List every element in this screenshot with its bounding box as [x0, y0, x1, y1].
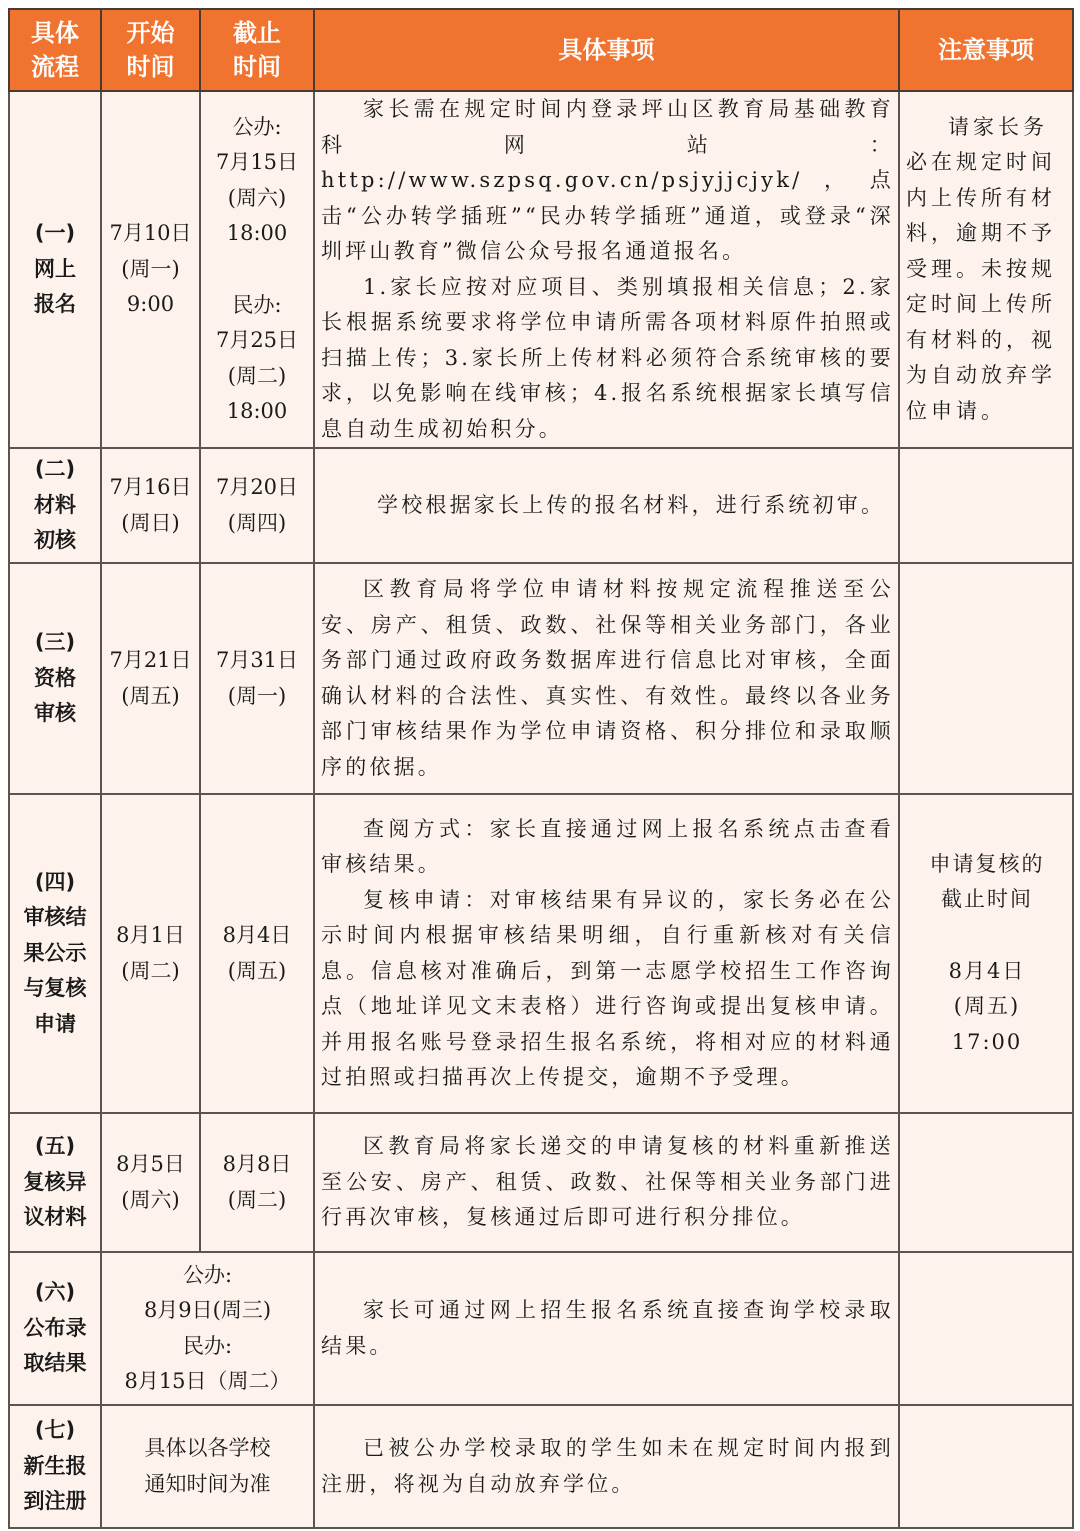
- stage-label: 网上: [34, 256, 76, 281]
- note-cell: [899, 1113, 1073, 1252]
- start-weekday: (周二): [121, 958, 180, 983]
- stage-number: (三): [34, 630, 76, 655]
- detail-paragraph: 学校根据家长上传的报名材料，进行系统初审。: [377, 492, 886, 517]
- note-cell: [899, 1252, 1073, 1405]
- start-time-cell: [101, 91, 200, 448]
- detail-paragraph: 家长可通过网上招生报名系统直接查询学校录取结果。: [321, 1298, 894, 1358]
- stage-label: 申请: [34, 1011, 76, 1036]
- stage-label: 初核: [34, 528, 76, 553]
- detail-paragraph: 家长需在规定时间内登录坪山区教育局基础教育科网站：http://www.szpsq.gov.cn/psjyjjcjyk/，点击“公办转学插班”“民办转学插班”通道，或登录“深圳坪山教育”微信公众号报名通道报名。: [321, 97, 894, 263]
- detail-paragraph: 已被公办学校录取的学生如未在规定时间内报到注册，将视为自动放弃学位。: [321, 1436, 894, 1496]
- table-row: [9, 91, 1073, 448]
- stage-label: 报名: [34, 292, 76, 317]
- stage-cell: [9, 1113, 101, 1252]
- stage-cell: [9, 794, 101, 1113]
- end-time-cell: [200, 563, 314, 794]
- end-time-cell: [200, 794, 314, 1113]
- detail-cell: [314, 1252, 899, 1405]
- stage-number: (一): [34, 221, 76, 246]
- start-time-cell: [101, 448, 200, 563]
- note-deadline-hour: 17:00: [951, 1029, 1023, 1054]
- start-time-cell: [101, 563, 200, 794]
- stage-cell: [9, 448, 101, 563]
- note-text: 请家长务必在规定时间内上传所有材料，逾期不予受理。未按规定时间上传所有材料的，视为自动放弃学位申请。: [906, 114, 1056, 423]
- detail-paragraph: 区教育局将学位申请材料按规定流程推送至公安、房产、租赁、政数、社保等相关业务部门，各业务部门通过政府政务数据库进行信息比对审核，全面确认材料的合法性、真实性、有效性。最终以各业务部门审核结果作为学位申请资格、积分排位和录取顺序的依据。: [321, 577, 894, 779]
- header-note: 注意事项: [899, 9, 1073, 91]
- stage-label: 公布录: [23, 1315, 87, 1340]
- header-detail: 具体事项: [314, 9, 899, 91]
- start-date: 8月5日: [116, 1152, 185, 1176]
- end-date: 8月8日: [222, 1152, 292, 1176]
- detail-paragraph: 区教育局将家长递交的申请复核的材料重新推送至公安、房产、租赁、政数、社保等相关业务部门进行再次审核，复核通过后即可进行积分排位。: [321, 1134, 894, 1230]
- stage-label: 与复核: [23, 976, 87, 1001]
- stage-cell: [9, 1252, 101, 1405]
- table-row: [9, 563, 1073, 794]
- stage-label: 议材料: [23, 1205, 87, 1230]
- note-title: 申请复核的: [929, 851, 1045, 876]
- end-weekday: (周二): [227, 1187, 287, 1212]
- end-private-label: 民办:: [232, 292, 282, 317]
- start-weekday: (周五): [121, 683, 180, 708]
- header-start-line: 时间: [126, 52, 175, 81]
- header-stage: [9, 9, 101, 91]
- stage-cell: [9, 563, 101, 794]
- end-time-cell: [200, 1113, 314, 1252]
- stage-label: 资格: [34, 665, 76, 690]
- public-date: 8月9日(周三): [143, 1298, 272, 1322]
- stage-label: 审核结: [23, 905, 87, 930]
- merged-time-cell: [101, 1405, 314, 1528]
- stage-cell: [9, 1405, 101, 1528]
- start-time-cell: [101, 794, 200, 1113]
- detail-cell: [314, 794, 899, 1113]
- table-row: [9, 1405, 1073, 1528]
- start-weekday: (周一): [121, 256, 180, 281]
- header-stage-line: 流程: [31, 52, 79, 81]
- public-label: 公办:: [182, 1262, 233, 1287]
- detail-cell: [314, 448, 899, 563]
- enrollment-schedule-table: [8, 8, 1074, 1529]
- header-start-line: 开始: [126, 18, 175, 47]
- start-time-cell: [101, 1113, 200, 1252]
- end-public-date: 7月15日: [215, 150, 299, 174]
- merged-time-cell: [101, 1252, 314, 1405]
- end-private-hour: 18:00: [226, 399, 288, 423]
- table-row: [9, 1113, 1073, 1252]
- stage-number: (七): [34, 1418, 76, 1443]
- end-date: 7月20日: [215, 475, 299, 499]
- table-header-row: [9, 9, 1073, 91]
- start-weekday: (周六): [121, 1187, 180, 1212]
- stage-number: (四): [34, 869, 76, 894]
- stage-label: 材料: [34, 492, 76, 517]
- end-date: 8月4日: [222, 923, 292, 947]
- table-row: [9, 448, 1073, 563]
- start-date: 7月16日: [109, 475, 192, 499]
- header-end-line: 时间: [233, 52, 281, 81]
- end-weekday: (周四): [227, 510, 287, 535]
- stage-label: 到注册: [23, 1489, 87, 1514]
- note-title: 截止时间: [941, 887, 1033, 912]
- detail-paragraph: 复核申请：对审核结果有异议的，家长务必在公示时间内根据审核结果明细，自行重新核对有关信息。信息核对准确后，到第一志愿学校招生工作咨询点（地址详见文末表格）进行咨询或提出复核申请。并用报名账号登录招生报名系统，将相对应的材料通过拍照或扫描再次上传提交，逾期不予受理。: [321, 887, 894, 1089]
- private-label: 民办:: [182, 1333, 233, 1358]
- end-private-date: 7月25日: [215, 328, 299, 352]
- spacer: [201, 252, 313, 288]
- table-row: [9, 794, 1073, 1113]
- stage-label: 取结果: [23, 1351, 87, 1376]
- detail-paragraph: 查阅方式：家长直接通过网上报名系统点击查看审核结果。: [321, 816, 894, 876]
- end-private-weekday: (周二): [227, 363, 287, 388]
- spacer: [906, 918, 1068, 954]
- detail-cell: [314, 563, 899, 794]
- detail-cell: [314, 1405, 899, 1528]
- end-public-label: 公办:: [232, 114, 282, 139]
- header-end-line: 截止: [233, 18, 281, 47]
- stage-label: 复核异: [23, 1169, 87, 1194]
- detail-cell: [314, 91, 899, 448]
- table-row: [9, 1252, 1073, 1405]
- end-time-cell: [200, 448, 314, 563]
- header-stage-line: 具体: [31, 18, 79, 47]
- end-weekday: (周一): [227, 683, 287, 708]
- start-date: 7月10日: [109, 221, 192, 246]
- header-start-time: [101, 9, 200, 91]
- end-weekday: (周五): [227, 958, 287, 983]
- stage-number: (六): [34, 1280, 76, 1305]
- start-hour: 9:00: [126, 292, 175, 317]
- start-weekday: (周日): [121, 510, 180, 535]
- stage-label: 审核: [34, 701, 76, 726]
- stage-label: 果公示: [23, 940, 87, 965]
- end-date: 7月31日: [215, 648, 299, 672]
- note-cell: [899, 794, 1073, 1113]
- stage-cell: [9, 91, 101, 448]
- stage-label: 新生报: [23, 1453, 87, 1478]
- note-cell: [899, 1405, 1073, 1528]
- note-cell: [899, 448, 1073, 563]
- start-date: 8月1日: [116, 923, 185, 947]
- time-note: 具体以各学校: [144, 1436, 271, 1460]
- end-public-hour: 18:00: [226, 221, 288, 245]
- time-note: 通知时间为准: [144, 1471, 271, 1496]
- end-time-cell: [200, 91, 314, 448]
- detail-paragraph: 1.家长应按对应项目、类别填报相关信息；2.家长根据系统要求将学位申请所需各项材料原件拍照或扫描上传；3.家长所上传材料必须符合系统审核的要求，以免影响在线审核；4.报名系统根据家长填写信息自动生成初始积分。: [321, 274, 894, 441]
- private-date: 8月15日（周二）: [124, 1369, 291, 1393]
- detail-cell: [314, 1113, 899, 1252]
- stage-number: (二): [34, 457, 76, 482]
- header-end-time: [200, 9, 314, 91]
- end-public-weekday: (周六): [227, 185, 287, 210]
- stage-number: (五): [34, 1134, 76, 1159]
- note-deadline-date: 8月4日: [948, 958, 1026, 983]
- note-deadline-weekday: (周五): [953, 994, 1021, 1019]
- start-date: 7月21日: [109, 648, 192, 672]
- note-cell: [899, 563, 1073, 794]
- note-cell: [899, 91, 1073, 448]
